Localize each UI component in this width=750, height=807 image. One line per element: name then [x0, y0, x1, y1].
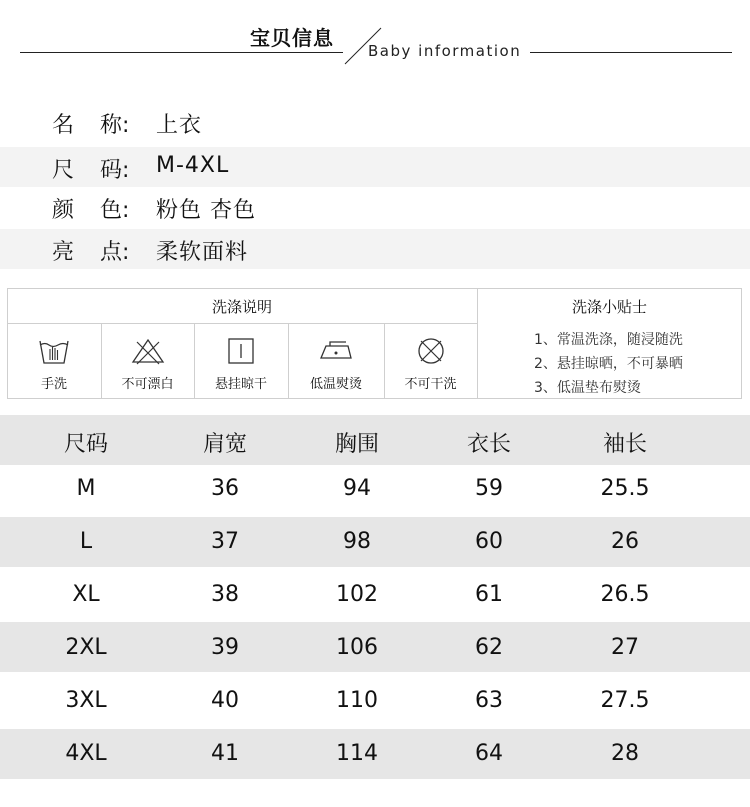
hand-wash-icon	[37, 336, 71, 366]
info-key-char: 点:	[100, 240, 130, 265]
info-value: 上衣	[156, 113, 203, 138]
length-cell: 62	[475, 635, 503, 660]
washing-tip: 2、悬挂晾晒，不可暴晒	[534, 356, 683, 372]
table-row	[0, 675, 750, 725]
info-row-highlight	[0, 229, 750, 269]
shoulder-cell: 36	[211, 476, 239, 501]
info-key-char: 颜	[52, 198, 75, 223]
sleeve-cell: 27	[611, 635, 639, 660]
length-cell: 64	[475, 741, 503, 766]
wash-label: 不可漂白	[121, 377, 174, 392]
table-row	[0, 570, 750, 620]
size-header-cell: 胸围	[334, 432, 379, 457]
size-header-cell: 肩宽	[202, 432, 247, 457]
shoulder-cell: 39	[211, 635, 239, 660]
section-title: 宝贝信息	[250, 26, 334, 50]
wash-cell-no-dry-clean	[384, 323, 477, 399]
info-key-char: 名	[52, 113, 75, 138]
info-key-char: 码:	[100, 158, 130, 183]
chest-cell: 110	[336, 688, 378, 713]
info-value: 粉色 杏色	[156, 198, 256, 223]
table-row	[0, 465, 750, 515]
sleeve-cell: 26	[611, 529, 639, 554]
no-dry-clean-icon	[414, 336, 448, 366]
wash-cell-low-iron	[288, 323, 384, 399]
washing-tip: 3、低温垫布熨烫	[534, 380, 641, 396]
chest-cell: 94	[343, 476, 371, 501]
table-row	[0, 622, 750, 672]
info-key-char: 色:	[100, 198, 130, 223]
length-cell: 63	[475, 688, 503, 713]
header-divider-left	[20, 52, 343, 53]
size-cell: M	[76, 476, 96, 501]
size-cell: XL	[72, 582, 100, 607]
chest-cell: 102	[336, 582, 378, 607]
washing-tip: 1、常温洗涤，随浸随洗	[534, 332, 683, 348]
info-key-char: 亮	[52, 240, 75, 265]
shoulder-cell: 40	[211, 688, 239, 713]
sleeve-cell: 25.5	[600, 476, 650, 501]
size-cell: 2XL	[65, 635, 107, 660]
info-value: M-4XL	[156, 153, 230, 178]
info-row-name	[0, 102, 750, 142]
header-divider-right	[530, 52, 732, 53]
table-row	[0, 517, 750, 567]
chest-cell: 114	[336, 741, 378, 766]
length-cell: 59	[475, 476, 503, 501]
size-table-header	[0, 415, 750, 465]
info-key-char: 尺	[52, 158, 75, 183]
table-row	[0, 729, 750, 779]
low-iron-icon	[318, 336, 354, 366]
chest-cell: 98	[343, 529, 371, 554]
wash-label: 不可干洗	[404, 377, 457, 392]
length-cell: 61	[475, 582, 503, 607]
size-header-cell: 尺码	[63, 432, 108, 457]
wash-label: 手洗	[40, 377, 67, 392]
chest-cell: 106	[336, 635, 378, 660]
sleeve-cell: 27.5	[600, 688, 650, 713]
shoulder-cell: 38	[211, 582, 239, 607]
sleeve-cell: 26.5	[600, 582, 650, 607]
info-row-size	[0, 147, 750, 187]
size-cell: 4XL	[65, 741, 107, 766]
section-subtitle: Baby information	[368, 42, 522, 60]
size-header-cell: 袖长	[602, 432, 647, 457]
info-key-char: 称:	[100, 113, 130, 138]
washing-instructions-header: 洗涤说明	[211, 298, 272, 316]
wash-cell-hand-wash	[7, 323, 101, 399]
size-cell: 3XL	[65, 688, 107, 713]
sleeve-cell: 28	[611, 741, 639, 766]
shoulder-cell: 37	[211, 529, 239, 554]
washing-tips-header: 洗涤小贴士	[571, 298, 647, 316]
info-value: 柔软面料	[156, 240, 249, 265]
hang-dry-icon	[224, 336, 258, 366]
info-row-color	[0, 187, 750, 227]
wash-label: 悬挂晾干	[214, 377, 267, 392]
length-cell: 60	[475, 529, 503, 554]
wash-label: 低温熨烫	[309, 377, 362, 392]
shoulder-cell: 41	[211, 741, 239, 766]
wash-cell-hang-dry	[194, 323, 288, 399]
size-header-cell: 衣长	[466, 432, 511, 457]
wash-cell-no-bleach	[101, 323, 194, 399]
no-bleach-icon	[131, 336, 165, 366]
size-cell: L	[79, 529, 93, 554]
